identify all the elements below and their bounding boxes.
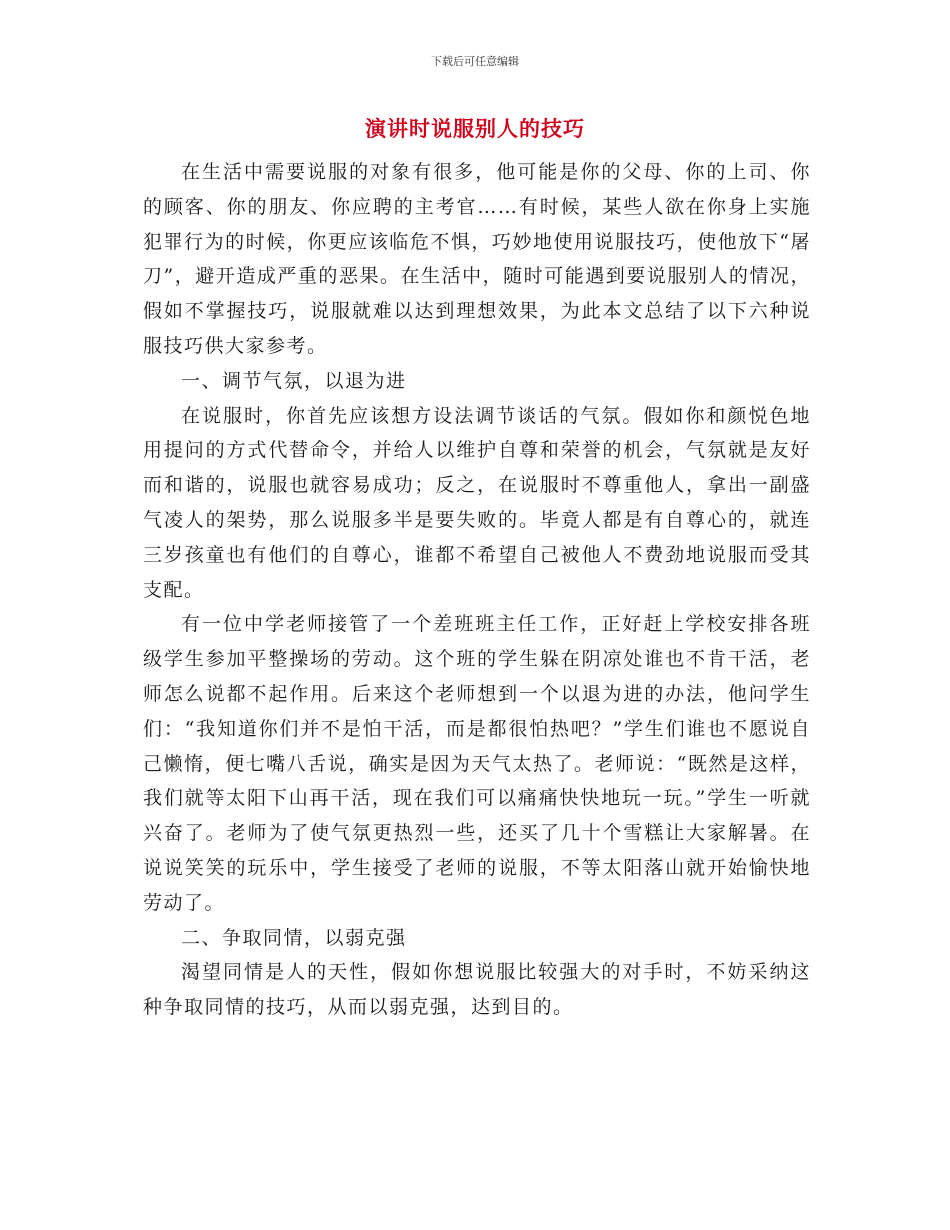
paragraph-example-1: 有一位中学老师接管了一个差班班主任工作，正好赶上学校安排各班级学生参加平整操场的劳动。这个班的学生躲在阴凉处谁也不肯干活，老师怎么说都不起作用。后来这个老师想到一个以退为进的办法，他问学生们：“我知道你们并不是怕干活，而是都很怕热吧？”学生们谁也不愿说自己懒惰，便七嘴八舌说，确实是因为天气太热了。老师说：“既然是这样，我们就等太阳下山再干活，现在我们可以痛痛快快地玩一玩。”学生一听就兴奋了。老师为了使气氛更热烈一些，还买了几十个雪糕让大家解暑。在说说笑笑的玩乐中，学生接受了老师的说服，不等太阳落山就开始愉快地劳动了。: [143, 613, 811, 914]
document-body: [143, 155, 811, 1025]
paragraph-section-2: 渴望同情是人的天性，假如你想说服比较强大的对手时，不妨采纳这种争取同情的技巧，从而以弱克强，达到目的。: [143, 961, 811, 1019]
section-heading-1: 一、调节气氛，以退为进: [181, 369, 407, 392]
document-title: 演讲时说服别人的技巧: [365, 116, 585, 141]
section-heading-2: 二、争取同情，以弱克强: [181, 926, 407, 949]
paragraph-section-1: 在说服时，你首先应该想方设法调节谈话的气氛。假如你和颜悦色地用提问的方式代替命令，并给人以维护自尊和荣誉的机会，气氛就是友好而和谐的，说服也就容易成功；反之，在说服时不尊重他人，拿出一副盛气凌人的架势，那么说服多半是要失败的。毕竟人都是有自尊心的，就连三岁孩童也有他们的自尊心，谁都不希望自己被他人不费劲地说服而受其支配。: [143, 404, 811, 601]
paragraph-intro: 在生活中需要说服的对象有很多，他可能是你的父母、你的上司、你的顾客、你的朋友、你应聘的主考官……有时候，某些人欲在你身上实施犯罪行为的时候，你更应该临危不惧，巧妙地使用说服技巧，使他放下“屠刀”，避开造成严重的恶果。在生活中，随时可能遇到要说服别人的情况，假如不掌握技巧，说服就难以达到理想效果，为此本文总结了以下六种说服技巧供大家参考。: [143, 161, 811, 357]
page-header-note: 下载后可任意编辑: [431, 55, 519, 68]
